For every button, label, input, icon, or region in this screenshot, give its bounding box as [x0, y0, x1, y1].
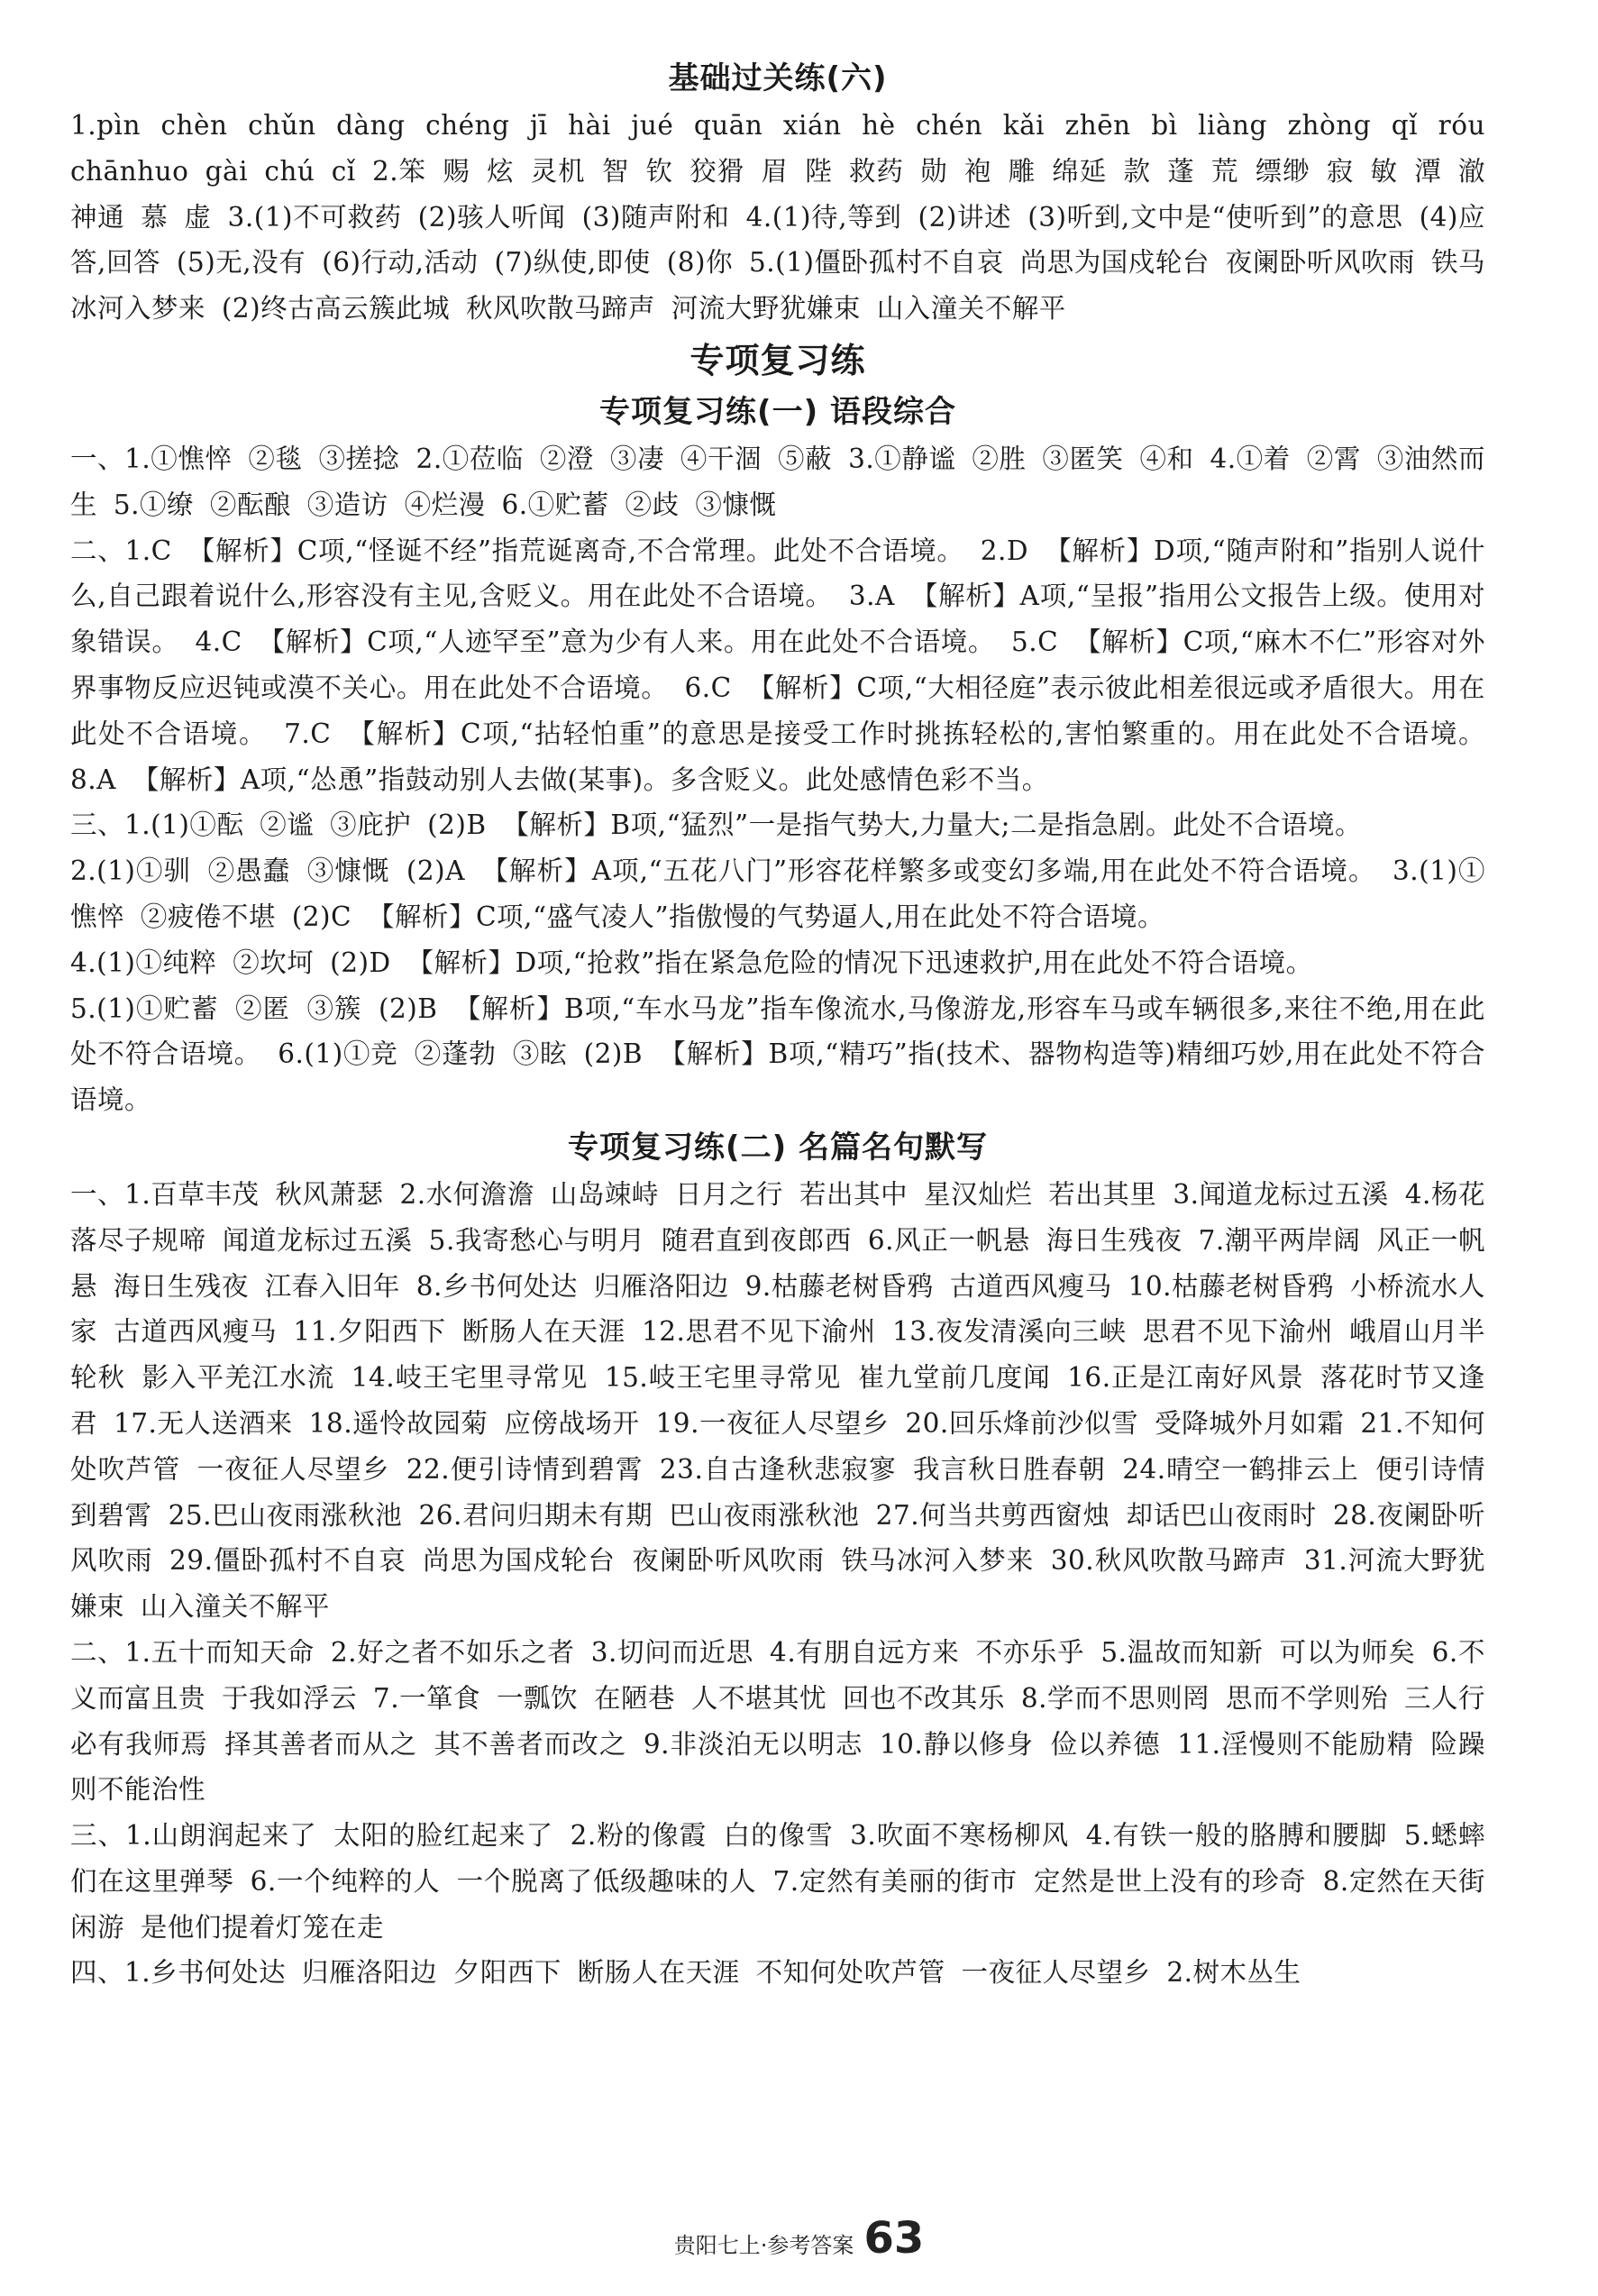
review-1-part-3-q2-q3: 2.(1)①驯 ②愚蠢 ③慷慨 (2)A 【解析】A项,“五花八门”形容花样繁多或变幻多端,用在此处不符合语境。 3.(1)①憔悴 ②疲倦不堪 (2)C 【解析】C项,“盛气凌人”指傲慢的气势逼人,用在此处不符合语境。 — [70, 855, 1485, 932]
footer-label: 贵阳七上·参考答案 — [673, 2233, 854, 2258]
basic-practice-6-answers: 1.pìn chèn chǔn dàng chéng jī hài jué quān xián hè chén kǎi zhēn bì liàng zhòng qǐ róu chānhuo gài chú cǐ 2.笨 赐 炫 灵机 智 钦 狡猾 眉 陛 救药 勋 袍 雕 绵延 款 蓬 荒 缥缈 寂 敏 潭 澈 神通 慕 虚 3.(1)不可救药 (2)骇人听闻 (3)随声附和 4.(1)待,等到 (2)讲述 (3)听到,文中是“使听到”的意思 (4)应答,回答 (5)无,没有 (6)行动,活动 (7)纵使,即使 (8)你 5.(1)僵卧孤村不自哀 尚思为国戍轮台 夜阑卧听风吹雨 铁马冰河入梦来 (2)终古高云簇此城 秋风吹散马蹄声 河流大野犹嫌束 山入潼关不解平 — [70, 110, 1485, 325]
review-2-part-2: 二、1.五十而知天命 2.好之者不如乐之者 3.切问而近思 4.有朋自远方来 不亦乐乎 5.温故而知新 可以为师矣 6.不义而富且贵 于我如浮云 7.一箪食 一瓢饮 在陋巷 人不堪其忧 回也不改其乐 8.学而不思则罔 思而不学则殆 三人行 必有我师焉 择其善者而从之 其不善者而改之 9.非淡泊无以明志 10.静以修身 俭以养德 11.淫慢则不能励精 险躁则不能治性 — [70, 1636, 1485, 1806]
review-1-part-2: 二、1.C 【解析】C项,“怪诞不经”指荒诞离奇,不合常理。此处不合语境。 2.D 【解析】D项,“随声附和”指别人说什么,自己跟着说什么,形容没有主见,含贬义。用在此处不合语境。 3.A 【解析】A项,“呈报”指用公文报告上级。使用对象错误。 4.C 【解析】C项,“人迹罕至”意为少有人来。用在此处不合语境。 5.C 【解析】C项,“麻木不仁”形容对外界事物反应迟钝或漠不关心。用在此处不合语境。 6.C 【解析】C项,“大相径庭”表示彼此相差很远或矛盾很大。用在此处不合语境。 7.C 【解析】C项,“拈轻怕重”的意思是接受工作时挑拣轻松的,害怕繁重的。用在此处不合语境。 8.A 【解析】A项,“怂恿”指鼓动别人去做(某事)。多含贬义。此处感情色彩不当。 — [70, 535, 1485, 795]
review-1-part-3-q1: 三、1.(1)①酝 ②谧 ③庇护 (2)B 【解析】B项,“猛烈”一是指气势大,力量大;二是指急剧。此处不合语境。 — [70, 810, 1362, 841]
section-title-review-1: 专项复习练(一) 语段综合 — [599, 393, 956, 430]
review-1-part-3-q4: 4.(1)①纯粹 ②坎坷 (2)D 【解析】D项,“抢救”指在紧急危险的情况下迅速救护,用在此处不符合语境。 — [70, 947, 1313, 978]
main-title-special-review: 专项复习练 — [689, 340, 866, 380]
section-title-basic-practice-6: 基础过关练(六) — [668, 60, 888, 96]
review-1-part-3-q5-q6: 5.(1)①贮蓄 ②匿 ③簇 (2)B 【解析】B项,“车水马龙”指车像流水,马像游龙,形容车马或车辆很多,来往不绝,用在此处不符合语境。 6.(1)①竞 ②蓬勃 ③眩 (2)B 【解析】B项,“精巧”指(技术、器物构造等)精细巧妙,用在此处不符合语境。 — [70, 992, 1485, 1116]
review-2-part-1: 一、1.百草丰茂 秋风萧瑟 2.水何澹澹 山岛竦峙 日月之行 若出其中 星汉灿烂 若出其里 3.闻道龙标过五溪 4.杨花落尽子规啼 闻道龙标过五溪 5.我寄愁心与明月 随君直到夜郎西 6.风正一帆悬 海日生残夜 7.潮平两岸阔 风正一帆悬 海日生残夜 江春入旧年 8.乡书何处达 归雁洛阳边 9.枯藤老树昏鸦 古道西风瘦马 10.枯藤老树昏鸦 小桥流水人家 古道西风瘦马 11.夕阳西下 断肠人在天涯 12.思君不见下渝州 13.夜发清溪向三峡 思君不见下渝州 峨眉山月半轮秋 影入平羌江水流 14.岐王宅里寻常见 15.岐王宅里寻常见 崔九堂前几度闻 16.正是江南好风景 落花时节又逢君 17.无人送酒来 18.遥怜故园菊 应傍战场开 19.一夜征人尽望乡 20.回乐烽前沙似雪 受降城外月如霜 21.不知何处吹芦管 一夜征人尽望乡 22.便引诗情到碧霄 23.自古逢秋悲寂寥 我言秋日胜春朝 24.晴空一鹤排云上 便引诗情到碧霄 25.巴山夜雨涨秋池 26.君问归期未有期 巴山夜雨涨秋池 27.何当共剪西窗烛 却话巴山夜雨时 28.夜阑卧听风吹雨 29.僵卧孤村不自哀 尚思为国戍轮台 夜阑卧听风吹雨 铁马冰河入梦来 30.秋风吹散马蹄声 31.河流大野犹嫌束 山入潼关不解平 — [70, 1178, 1485, 1623]
review-2-part-4: 四、1.乡书何处达 归雁洛阳边 夕阳西下 断肠人在天涯 不知何处吹芦管 一夜征人尽望乡 2.树木丛生 — [70, 1957, 1301, 1989]
section-title-review-2: 专项复习练(二) 名篇名句默写 — [568, 1129, 988, 1166]
review-2-part-3: 三、1.山朗润起来了 太阳的脸红起来了 2.粉的像霞 白的像雪 3.吹面不寒杨柳风 4.有铁一般的胳膊和腰脚 5.蟋蟀们在这里弹琴 6.一个纯粹的人 一个脱离了低级趣味的人 7.定然有美丽的街市 定然是世上没有的珍奇 8.定然在天街闲游 是他们提着灯笼在走 — [70, 1820, 1485, 1943]
page-footer — [0, 2213, 1598, 2264]
page-content — [70, 54, 1485, 1996]
page-number: 63 — [863, 2213, 925, 2264]
review-1-part-1: 一、1.①憔悴 ②毯 ③搓捻 2.①莅临 ②澄 ③凄 ④干涸 ⑤蔽 3.①静谧 ②胜 ③匿笑 ④和 4.①着 ②霄 ③油然而生 5.①缭 ②酝酿 ③造访 ④烂漫 6.①贮蓄 ②歧 ③慷慨 — [70, 443, 1485, 520]
